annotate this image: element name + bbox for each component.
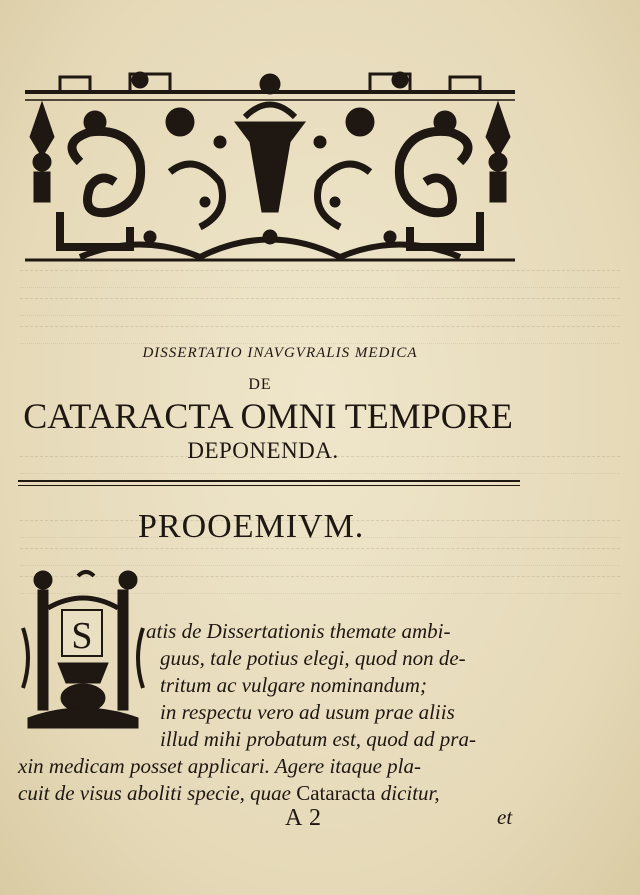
bleed-through-line [20, 548, 620, 566]
bleed-through-line [20, 270, 620, 288]
body-line: in respectu vero ad usum prae aliis [160, 700, 455, 724]
double-rule-bottom [18, 485, 520, 486]
catchword: et [497, 805, 513, 829]
bleed-through-line [20, 326, 620, 344]
title-de: DE [248, 376, 272, 393]
title-main: CATARACTA OMNI TEMPORE [23, 396, 513, 436]
dissertation-subtitle: DISSERTATIO INAVGVRALIS MEDICA [142, 345, 418, 361]
body-line: atis de Dissertationis themate ambi- [146, 619, 451, 643]
drop-cap-letter: S [71, 615, 93, 657]
title-deponenda: DEPONENDA. [187, 438, 339, 463]
cataracta-word: Cataracta [296, 781, 376, 805]
signature-mark: A 2 [285, 805, 323, 831]
body-line: tritum ac vulgare nominandum; [160, 673, 427, 697]
body-line: illud mihi probatum est, quod ad pra- [160, 727, 476, 751]
ornamental-headpiece [20, 62, 520, 262]
body-line: xin medicam posset applicari. Agere itaque pla- [18, 754, 422, 778]
double-rule-top [18, 480, 520, 482]
section-heading: PROOEMIVM. [138, 508, 365, 545]
body-line: cuit de visus aboliti specie, quae Cataracta dicitur, [18, 781, 440, 805]
decorated-initial [18, 568, 148, 738]
bleed-through-line [20, 298, 620, 316]
body-line: guus, tale potius elegi, quod non de- [160, 646, 466, 670]
